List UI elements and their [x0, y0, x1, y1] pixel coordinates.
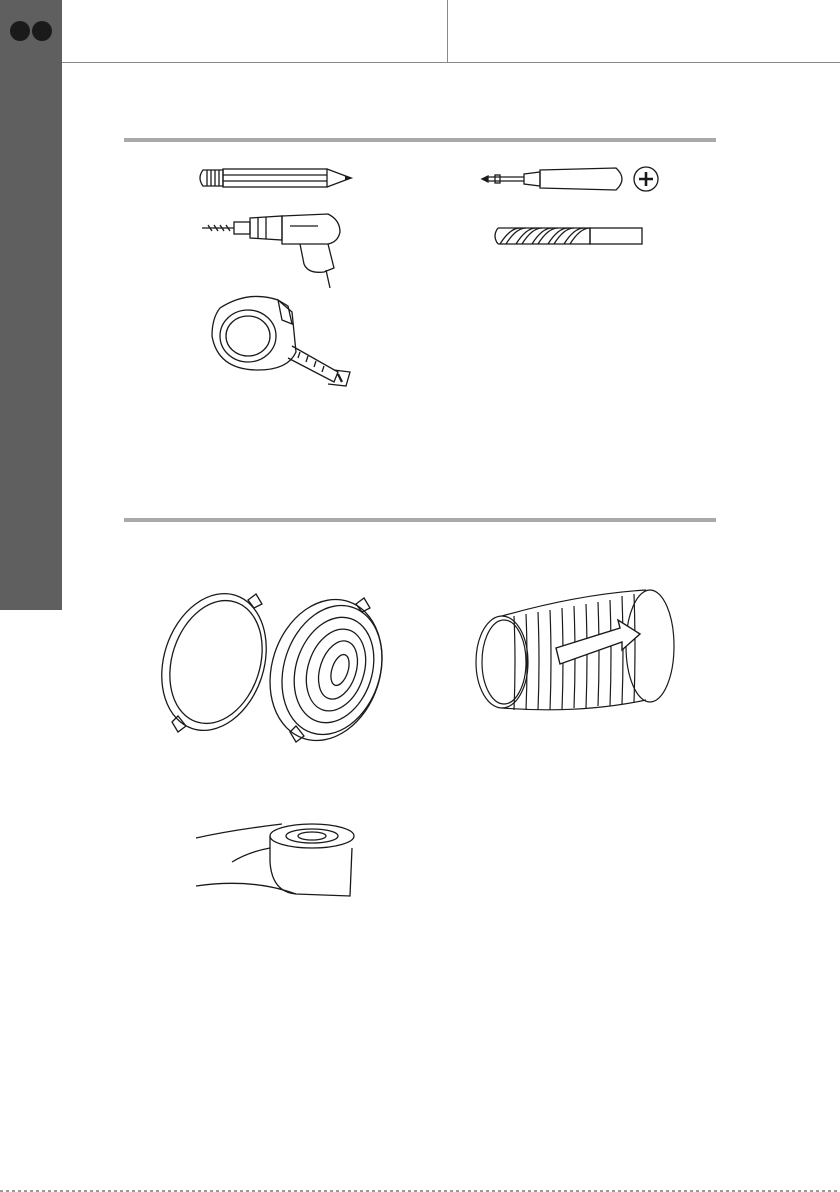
- marker-dot-icon: [32, 21, 52, 41]
- drill-icon: [200, 212, 350, 290]
- pencil-icon: [195, 164, 357, 192]
- section-rule-tools: [124, 138, 716, 142]
- charcoal-filter-icon: [156, 590, 388, 750]
- screwdriver-icon: [480, 164, 662, 194]
- tape-roll-icon: [192, 808, 360, 900]
- marker-dot-icon: [10, 21, 30, 41]
- side-tab: [0, 0, 62, 610]
- header-divider: [447, 0, 448, 62]
- tape-measure-icon: [208, 290, 358, 402]
- section-rule-parts: [124, 518, 716, 522]
- header-rule: [62, 62, 840, 63]
- drill-bit-icon: [490, 224, 646, 248]
- flexible-duct-icon: [470, 586, 684, 716]
